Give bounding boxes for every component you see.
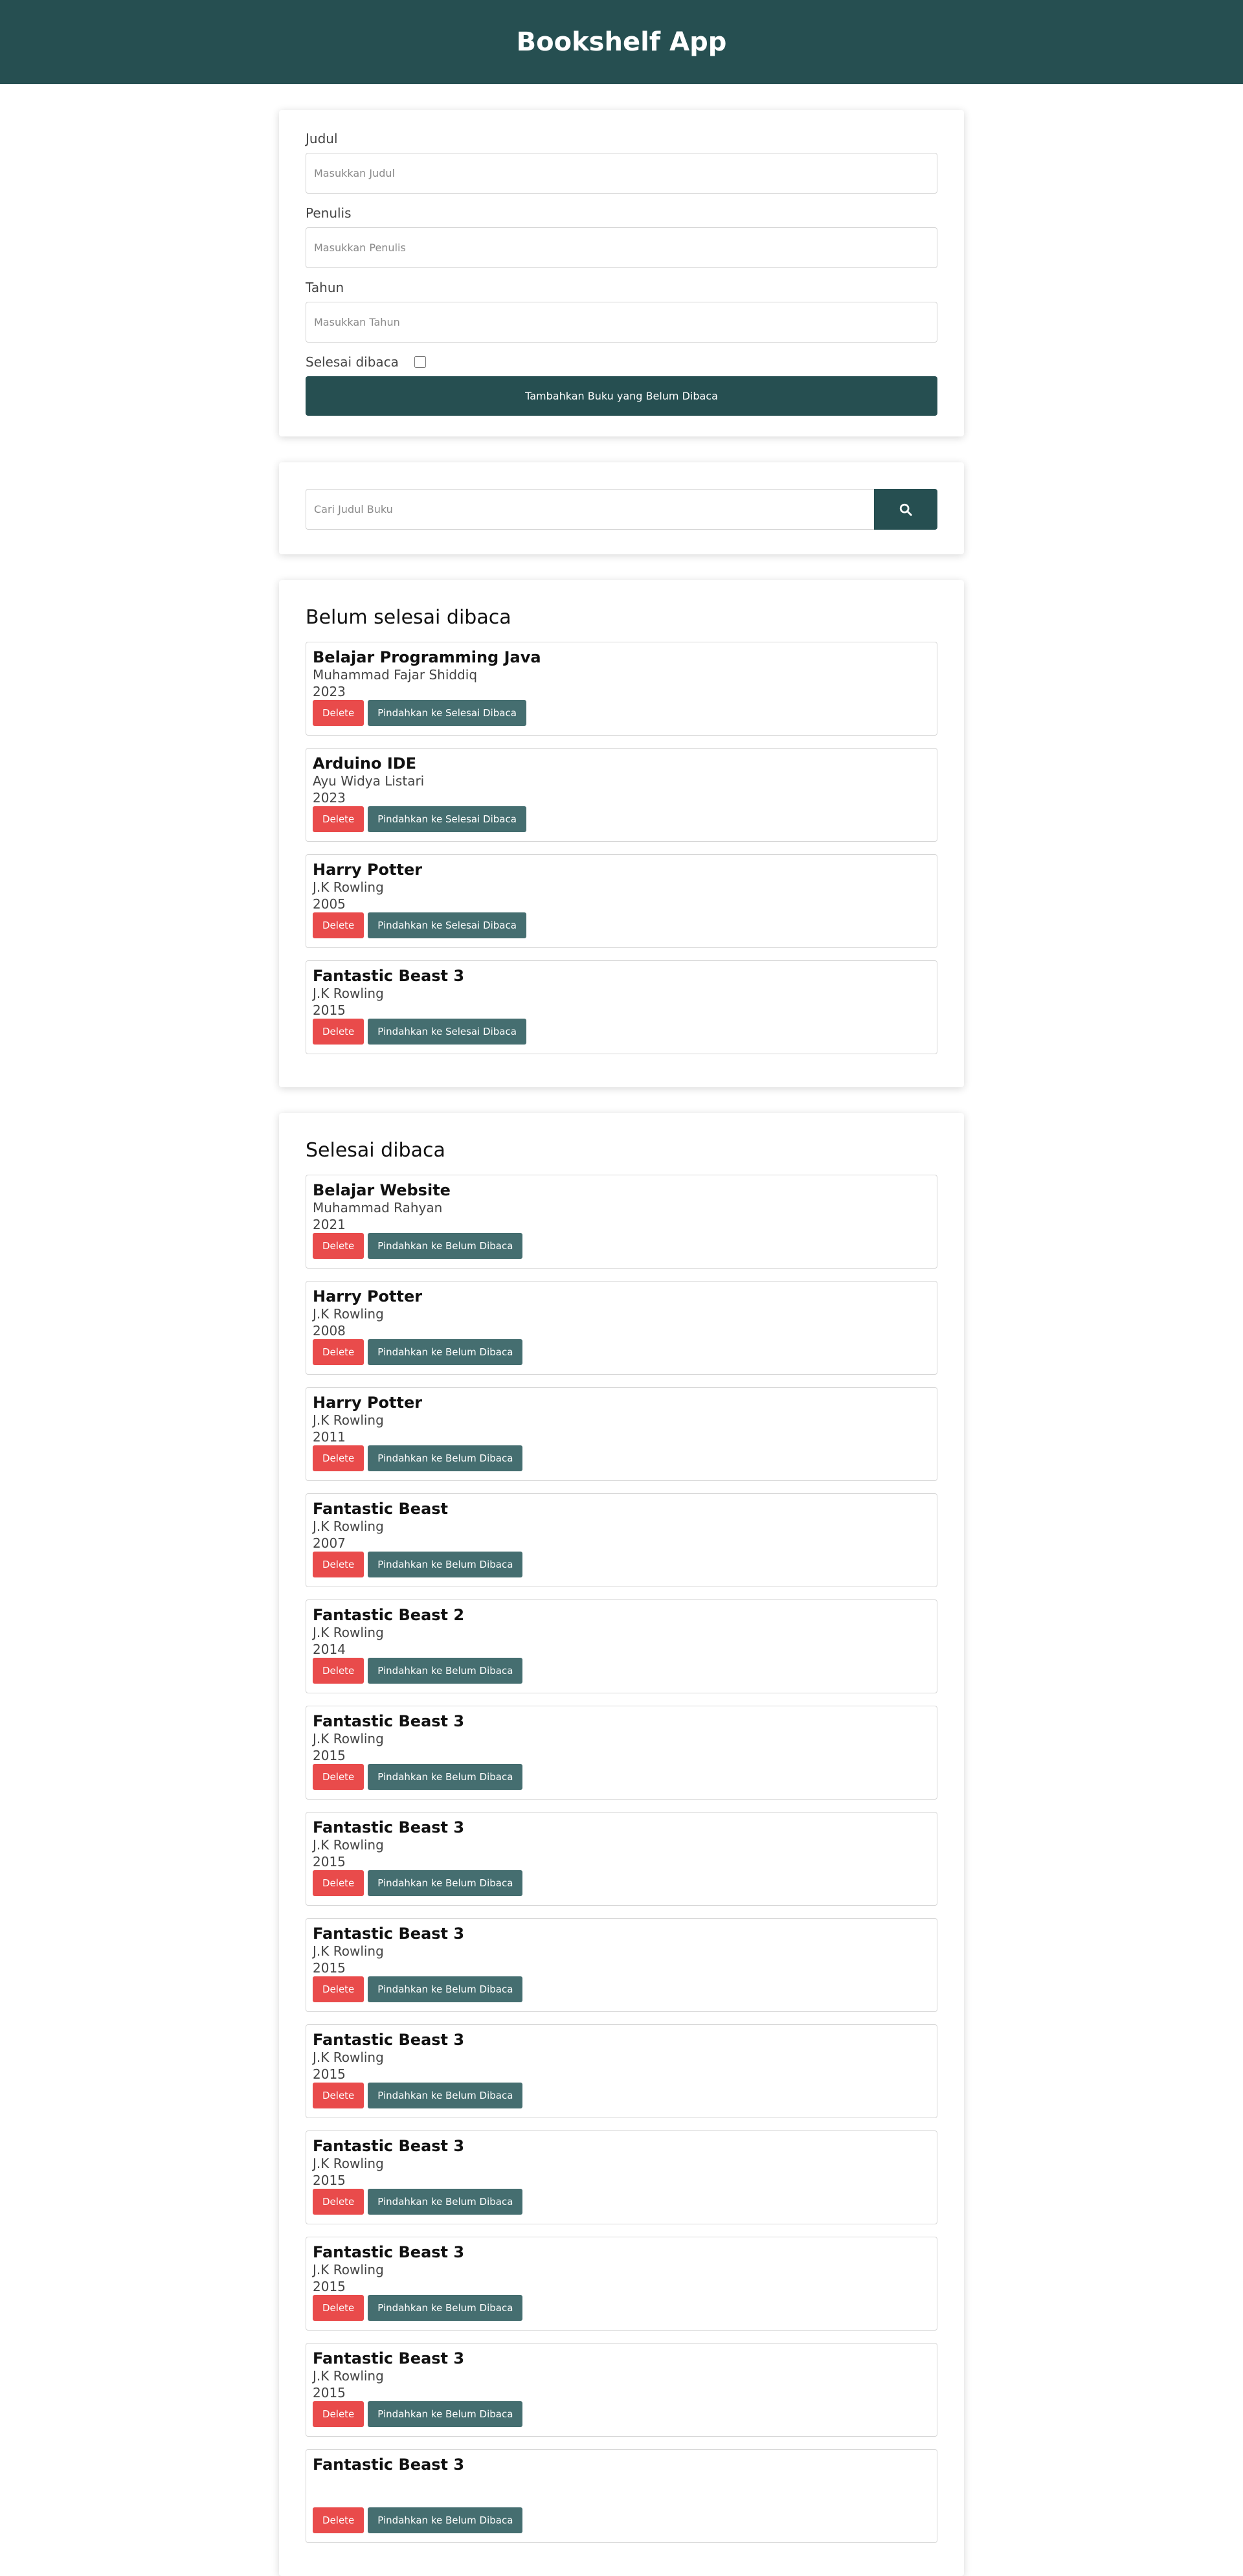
book-author: J.K Rowling [313, 1412, 384, 1428]
complete-shelf-heading: Selesai dibaca [306, 1139, 445, 1162]
complete-shelf [279, 1113, 964, 2576]
title-label: Judul [306, 131, 338, 146]
move-to-incomplete-button[interactable]: Pindahkan ke Belum Dibaca [368, 2189, 522, 2215]
delete-button[interactable]: Delete [313, 1019, 364, 1045]
book-author: J.K Rowling [313, 2368, 384, 2384]
delete-button[interactable]: Delete [313, 1233, 364, 1259]
book-title: Fantastic Beast 3 [313, 2137, 465, 2155]
delete-button[interactable]: Delete [313, 2507, 364, 2533]
book-item [306, 2024, 937, 2118]
book-title: Harry Potter [313, 1287, 423, 1305]
book-title: Fantastic Beast 3 [313, 2349, 465, 2367]
book-actions [313, 912, 930, 938]
book-author: J.K Rowling [313, 1519, 384, 1534]
move-to-complete-button[interactable]: Pindahkan ke Selesai Dibaca [368, 700, 526, 726]
book-year [313, 2491, 930, 2507]
book-author [313, 2474, 930, 2491]
book-item [306, 1812, 937, 1906]
book-year: 2015 [313, 2066, 346, 2082]
author-label: Penulis [306, 205, 352, 221]
book-year: 2005 [313, 896, 346, 912]
search-icon [899, 503, 913, 517]
book-title: Fantastic Beast 3 [313, 1818, 465, 1836]
book-item [306, 2237, 937, 2331]
search-input[interactable] [306, 489, 874, 530]
incomplete-book-list [306, 642, 937, 1054]
book-year: 2015 [313, 1960, 346, 1976]
book-title: Fantastic Beast 3 [313, 1925, 465, 1943]
book-actions [313, 2083, 930, 2108]
search-card [279, 462, 964, 554]
move-to-complete-button[interactable]: Pindahkan ke Selesai Dibaca [368, 912, 526, 938]
complete-checkbox-row [306, 354, 937, 370]
add-book-form [279, 110, 964, 436]
delete-button[interactable]: Delete [313, 700, 364, 726]
delete-button[interactable]: Delete [313, 1445, 364, 1471]
submit-book-button[interactable]: Tambahkan Buku yang Belum Dibaca [306, 376, 937, 416]
book-author: J.K Rowling [313, 1943, 384, 1959]
book-author: J.K Rowling [313, 2156, 384, 2171]
book-year: 2015 [313, 1748, 346, 1763]
book-title: Fantastic Beast [313, 1500, 449, 1518]
book-year: 2015 [313, 2279, 346, 2294]
book-year: 2008 [313, 1323, 346, 1339]
book-item [306, 960, 937, 1054]
book-item [306, 1281, 937, 1375]
book-actions [313, 1976, 930, 2002]
move-to-incomplete-button[interactable]: Pindahkan ke Belum Dibaca [368, 2401, 522, 2427]
incomplete-shelf [279, 580, 964, 1087]
delete-button[interactable]: Delete [313, 806, 364, 832]
book-actions [313, 1233, 930, 1259]
delete-button[interactable]: Delete [313, 1976, 364, 2002]
book-item [306, 1175, 937, 1269]
book-title: Harry Potter [313, 861, 423, 879]
complete-checkbox[interactable] [414, 356, 426, 368]
book-actions [313, 1552, 930, 1577]
main-container [279, 110, 964, 2576]
book-item [306, 1493, 937, 1587]
move-to-incomplete-button[interactable]: Pindahkan ke Belum Dibaca [368, 1870, 522, 1896]
book-actions [313, 1445, 930, 1471]
delete-button[interactable]: Delete [313, 1552, 364, 1577]
book-actions [313, 1658, 930, 1684]
book-year: 2014 [313, 1642, 346, 1657]
book-item [306, 1387, 937, 1481]
book-actions [313, 2189, 930, 2215]
book-item [306, 854, 937, 948]
book-author: J.K Rowling [313, 1731, 384, 1746]
book-author: Ayu Widya Listari [313, 773, 425, 789]
book-year: 2023 [313, 684, 346, 699]
book-year: 2015 [313, 2385, 346, 2401]
book-author: J.K Rowling [313, 1625, 384, 1640]
delete-button[interactable]: Delete [313, 1870, 364, 1896]
author-input[interactable] [306, 227, 937, 268]
move-to-incomplete-button[interactable]: Pindahkan ke Belum Dibaca [368, 2083, 522, 2108]
book-item [306, 2449, 937, 2543]
move-to-incomplete-button[interactable]: Pindahkan ke Belum Dibaca [368, 2295, 522, 2321]
book-year: 2015 [313, 1002, 346, 1018]
book-actions [313, 806, 930, 832]
delete-button[interactable]: Delete [313, 1658, 364, 1684]
delete-button[interactable]: Delete [313, 1339, 364, 1365]
book-year: 2011 [313, 1429, 346, 1445]
book-author: Muhammad Rahyan [313, 1200, 443, 1215]
book-year: 2007 [313, 1535, 346, 1551]
book-title: Arduino IDE [313, 754, 417, 773]
book-author: J.K Rowling [313, 2050, 384, 2065]
book-item [306, 2130, 937, 2224]
book-author: J.K Rowling [313, 879, 384, 895]
move-to-incomplete-button[interactable]: Pindahkan ke Belum Dibaca [368, 1339, 522, 1365]
title-input[interactable] [306, 153, 937, 194]
book-item [306, 748, 937, 842]
incomplete-shelf-heading: Belum selesai dibaca [306, 606, 511, 629]
complete-label: Selesai dibaca [306, 354, 399, 370]
year-input[interactable] [306, 302, 937, 343]
move-to-incomplete-button[interactable]: Pindahkan ke Belum Dibaca [368, 1445, 522, 1471]
book-title: Fantastic Beast 3 [313, 2243, 465, 2261]
book-actions [313, 700, 930, 726]
move-to-incomplete-button[interactable]: Pindahkan ke Belum Dibaca [368, 1976, 522, 2002]
book-author: J.K Rowling [313, 2262, 384, 2277]
move-to-incomplete-button[interactable]: Pindahkan ke Belum Dibaca [368, 2507, 522, 2533]
book-author: J.K Rowling [313, 1306, 384, 1322]
book-author: J.K Rowling [313, 1837, 384, 1853]
book-item [306, 1918, 937, 2012]
book-item [306, 1706, 937, 1800]
book-item [306, 642, 937, 736]
move-to-incomplete-button[interactable]: Pindahkan ke Belum Dibaca [368, 1658, 522, 1684]
app-header [0, 0, 1243, 84]
book-actions [313, 2295, 930, 2321]
search-row [306, 489, 937, 530]
book-actions [313, 1019, 930, 1045]
book-author: Muhammad Fajar Shiddiq [313, 667, 478, 683]
book-title: Belajar Website [313, 1181, 451, 1199]
book-year: 2015 [313, 1854, 346, 1870]
delete-button[interactable]: Delete [313, 912, 364, 938]
book-item [306, 1599, 937, 1693]
book-year: 2015 [313, 2173, 346, 2188]
book-title: Belajar Programming Java [313, 648, 541, 666]
move-to-complete-button[interactable]: Pindahkan ke Selesai Dibaca [368, 1019, 526, 1045]
book-title: Harry Potter [313, 1394, 423, 1412]
move-to-incomplete-button[interactable]: Pindahkan ke Belum Dibaca [368, 1552, 522, 1577]
book-actions [313, 2507, 930, 2533]
delete-button[interactable]: Delete [313, 2189, 364, 2215]
book-title: Fantastic Beast 3 [313, 967, 465, 985]
delete-button[interactable]: Delete [313, 2295, 364, 2321]
book-title: Fantastic Beast 3 [313, 2456, 465, 2474]
move-to-incomplete-button[interactable]: Pindahkan ke Belum Dibaca [368, 1233, 522, 1259]
book-title: Fantastic Beast 3 [313, 1712, 465, 1730]
search-button[interactable] [874, 489, 937, 530]
book-actions [313, 2401, 930, 2427]
book-title: Fantastic Beast 2 [313, 1606, 465, 1624]
year-label: Tahun [306, 280, 344, 295]
book-year: 2021 [313, 1217, 346, 1232]
book-actions [313, 1870, 930, 1896]
delete-button[interactable]: Delete [313, 1764, 364, 1790]
book-actions [313, 1764, 930, 1790]
book-title: Fantastic Beast 3 [313, 2031, 465, 2049]
complete-book-list [306, 1175, 937, 2543]
delete-button[interactable]: Delete [313, 2401, 364, 2427]
book-year: 2023 [313, 790, 346, 806]
delete-button[interactable]: Delete [313, 2083, 364, 2108]
move-to-incomplete-button[interactable]: Pindahkan ke Belum Dibaca [368, 1764, 522, 1790]
move-to-complete-button[interactable]: Pindahkan ke Selesai Dibaca [368, 806, 526, 832]
book-item [306, 2343, 937, 2437]
book-author: J.K Rowling [313, 986, 384, 1001]
app-title: Bookshelf App [516, 27, 727, 57]
book-actions [313, 1339, 930, 1365]
